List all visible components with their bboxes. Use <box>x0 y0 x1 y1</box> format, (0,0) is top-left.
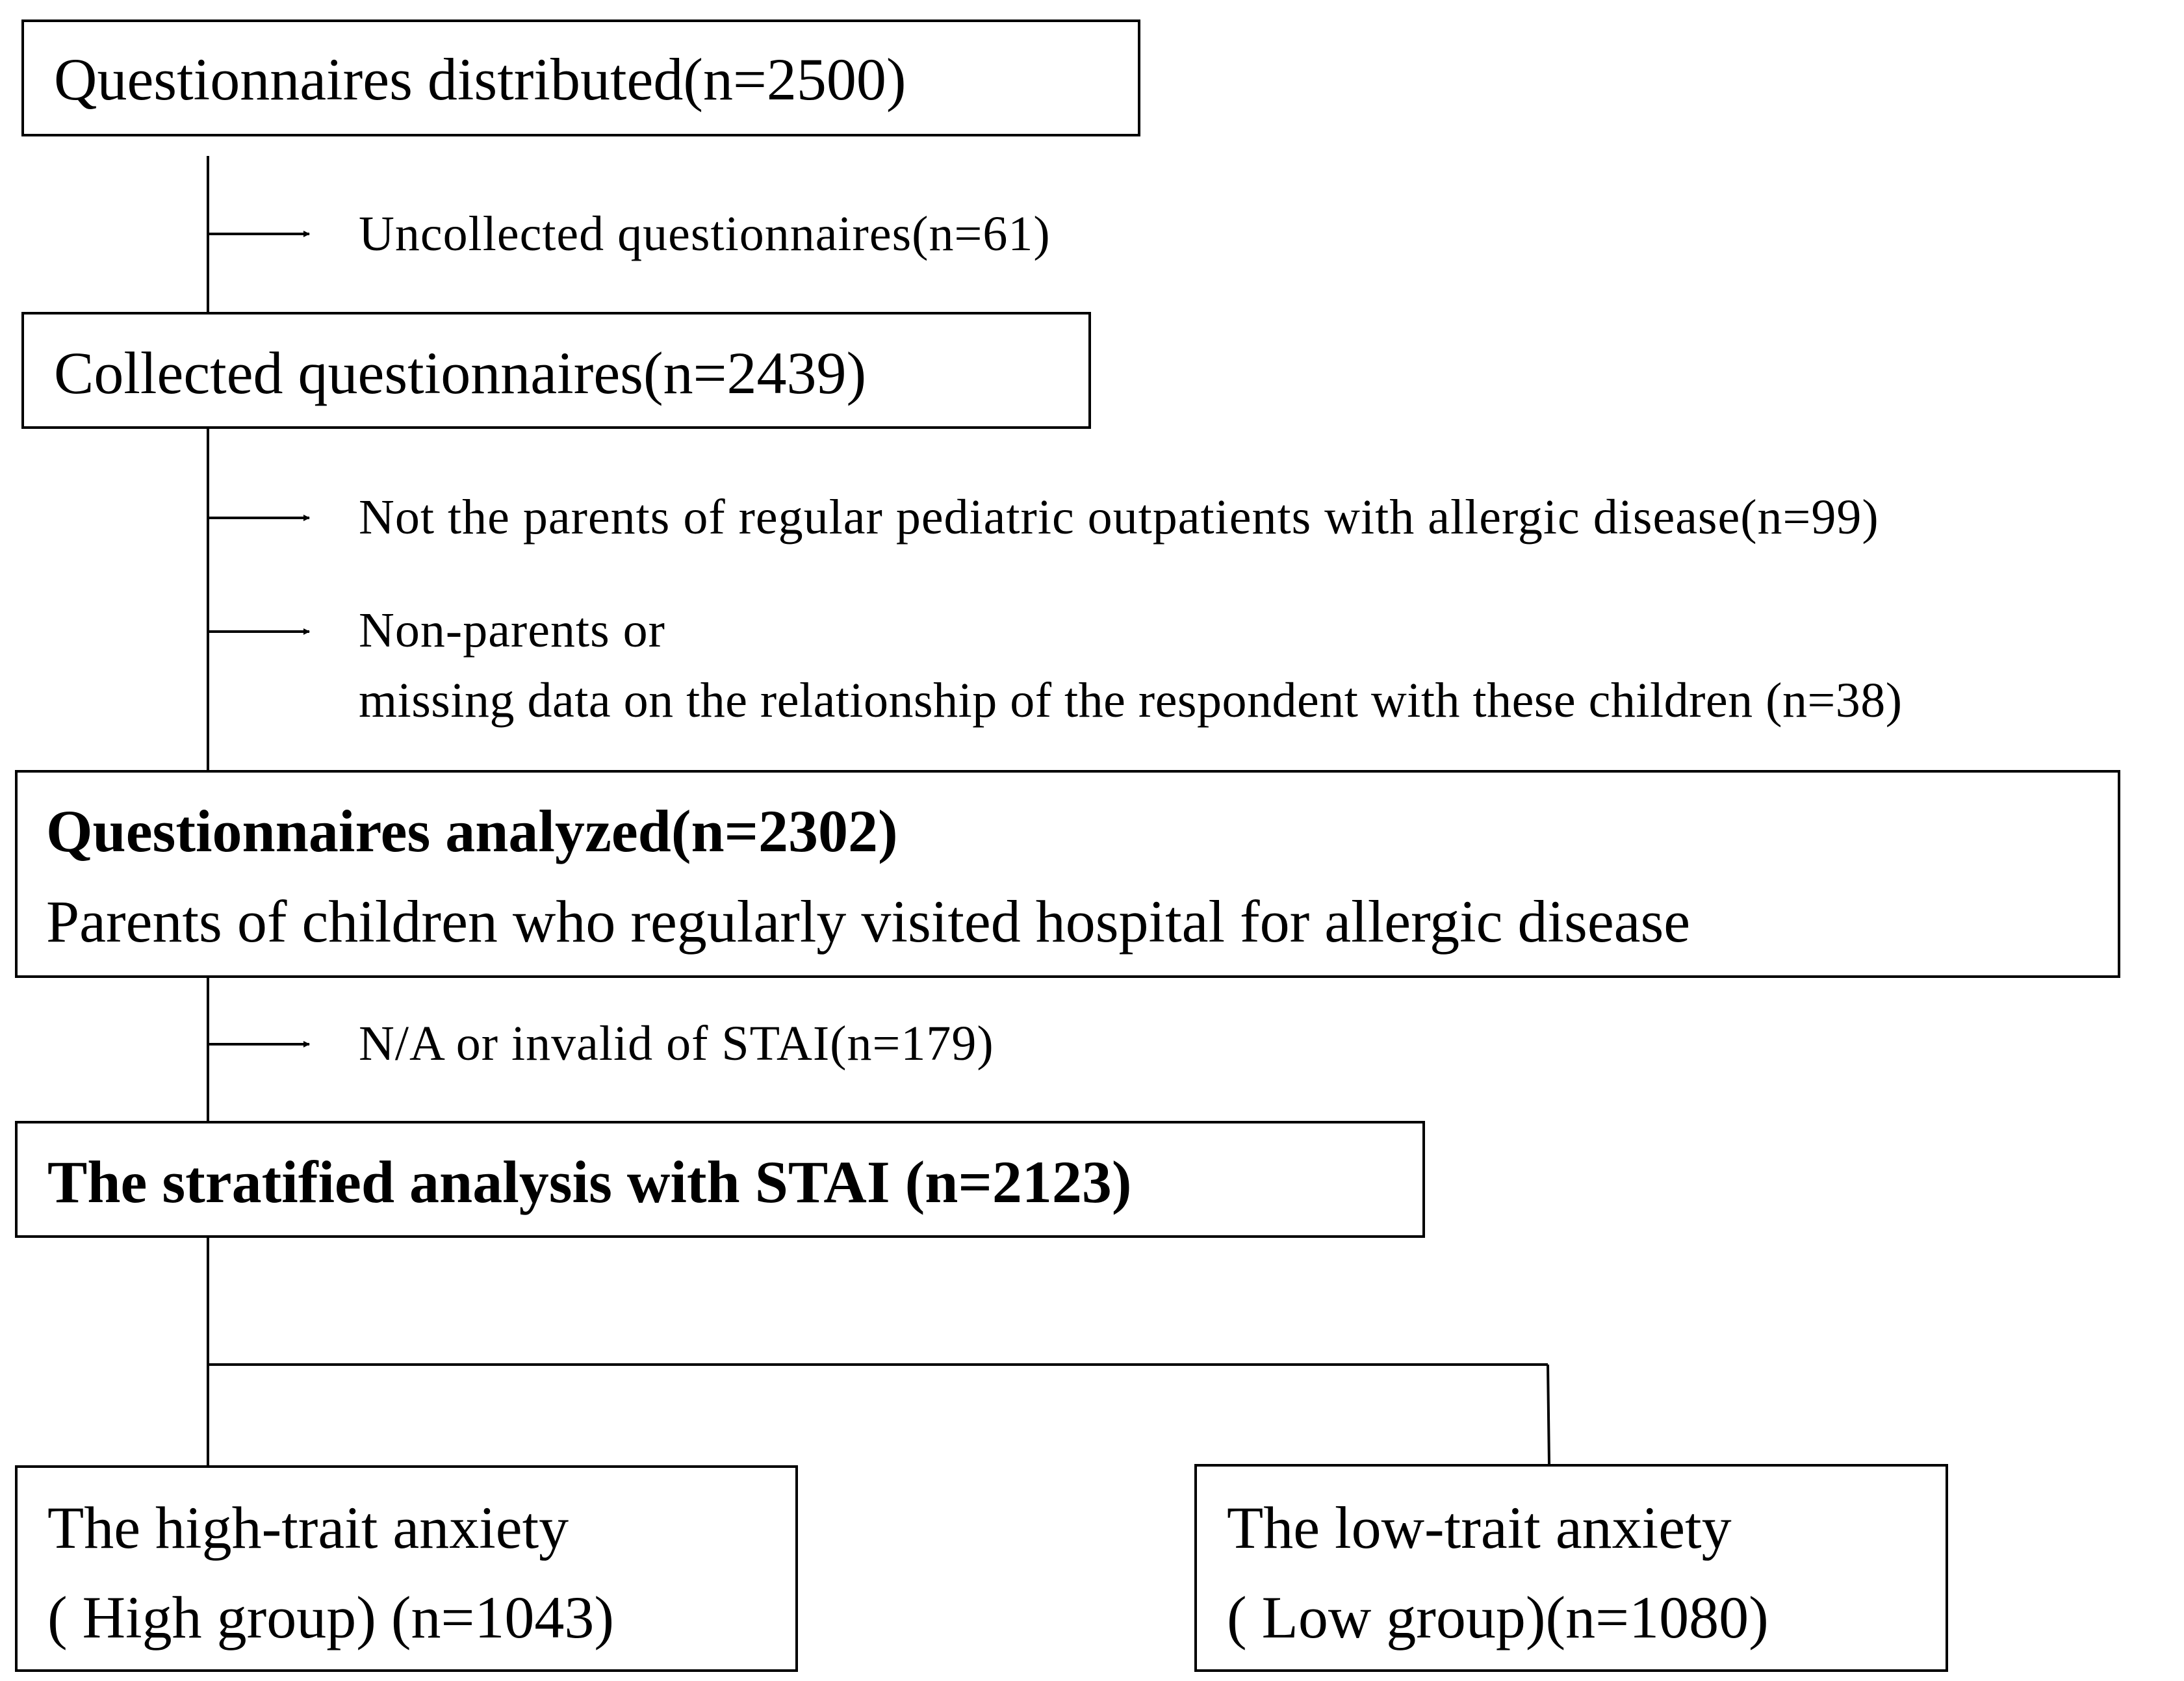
analyzed-title: Questionnaires analyzed(n=2302) <box>46 798 898 864</box>
distributed-label: Questionnaires distributed(n=2500) <box>54 46 906 112</box>
low-group-box <box>1194 1464 1948 1672</box>
high-group-box <box>15 1465 798 1672</box>
not-parents-regular-note: Not the parents of regular pediatric outpatients with allergic disease(n=99) <box>359 490 1879 545</box>
high-group-line2: ( High group) (n=1043) <box>47 1584 615 1650</box>
analyzed-subtitle: Parents of children who regularly visited hospital for allergic disease <box>46 888 1691 955</box>
collected-label: Collected questionnaires(n=2439) <box>54 340 867 406</box>
distributed-box <box>21 19 1140 136</box>
low-group-line2: ( Low group)(n=1080) <box>1227 1584 1769 1650</box>
high-group-line1: The high-trait anxiety <box>47 1495 569 1561</box>
non-parents-note-line2: missing data on the relationship of the respondent with these children (n=38) <box>359 673 1903 728</box>
uncollected-note: Uncollected questionnaires(n=61) <box>359 207 1051 261</box>
split-vertical-low <box>1548 1365 1549 1464</box>
stratified-box <box>15 1121 1425 1238</box>
low-group-line1: The low-trait anxiety <box>1227 1495 1732 1561</box>
collected-box <box>21 312 1091 429</box>
analyzed-box <box>15 770 2120 978</box>
non-parents-note-line1: Non-parents or <box>359 603 665 658</box>
stratified-label: The stratified analysis with STAI (n=2123) <box>47 1149 1132 1215</box>
invalid-stai-note: N/A or invalid of STAI(n=179) <box>359 1016 994 1071</box>
